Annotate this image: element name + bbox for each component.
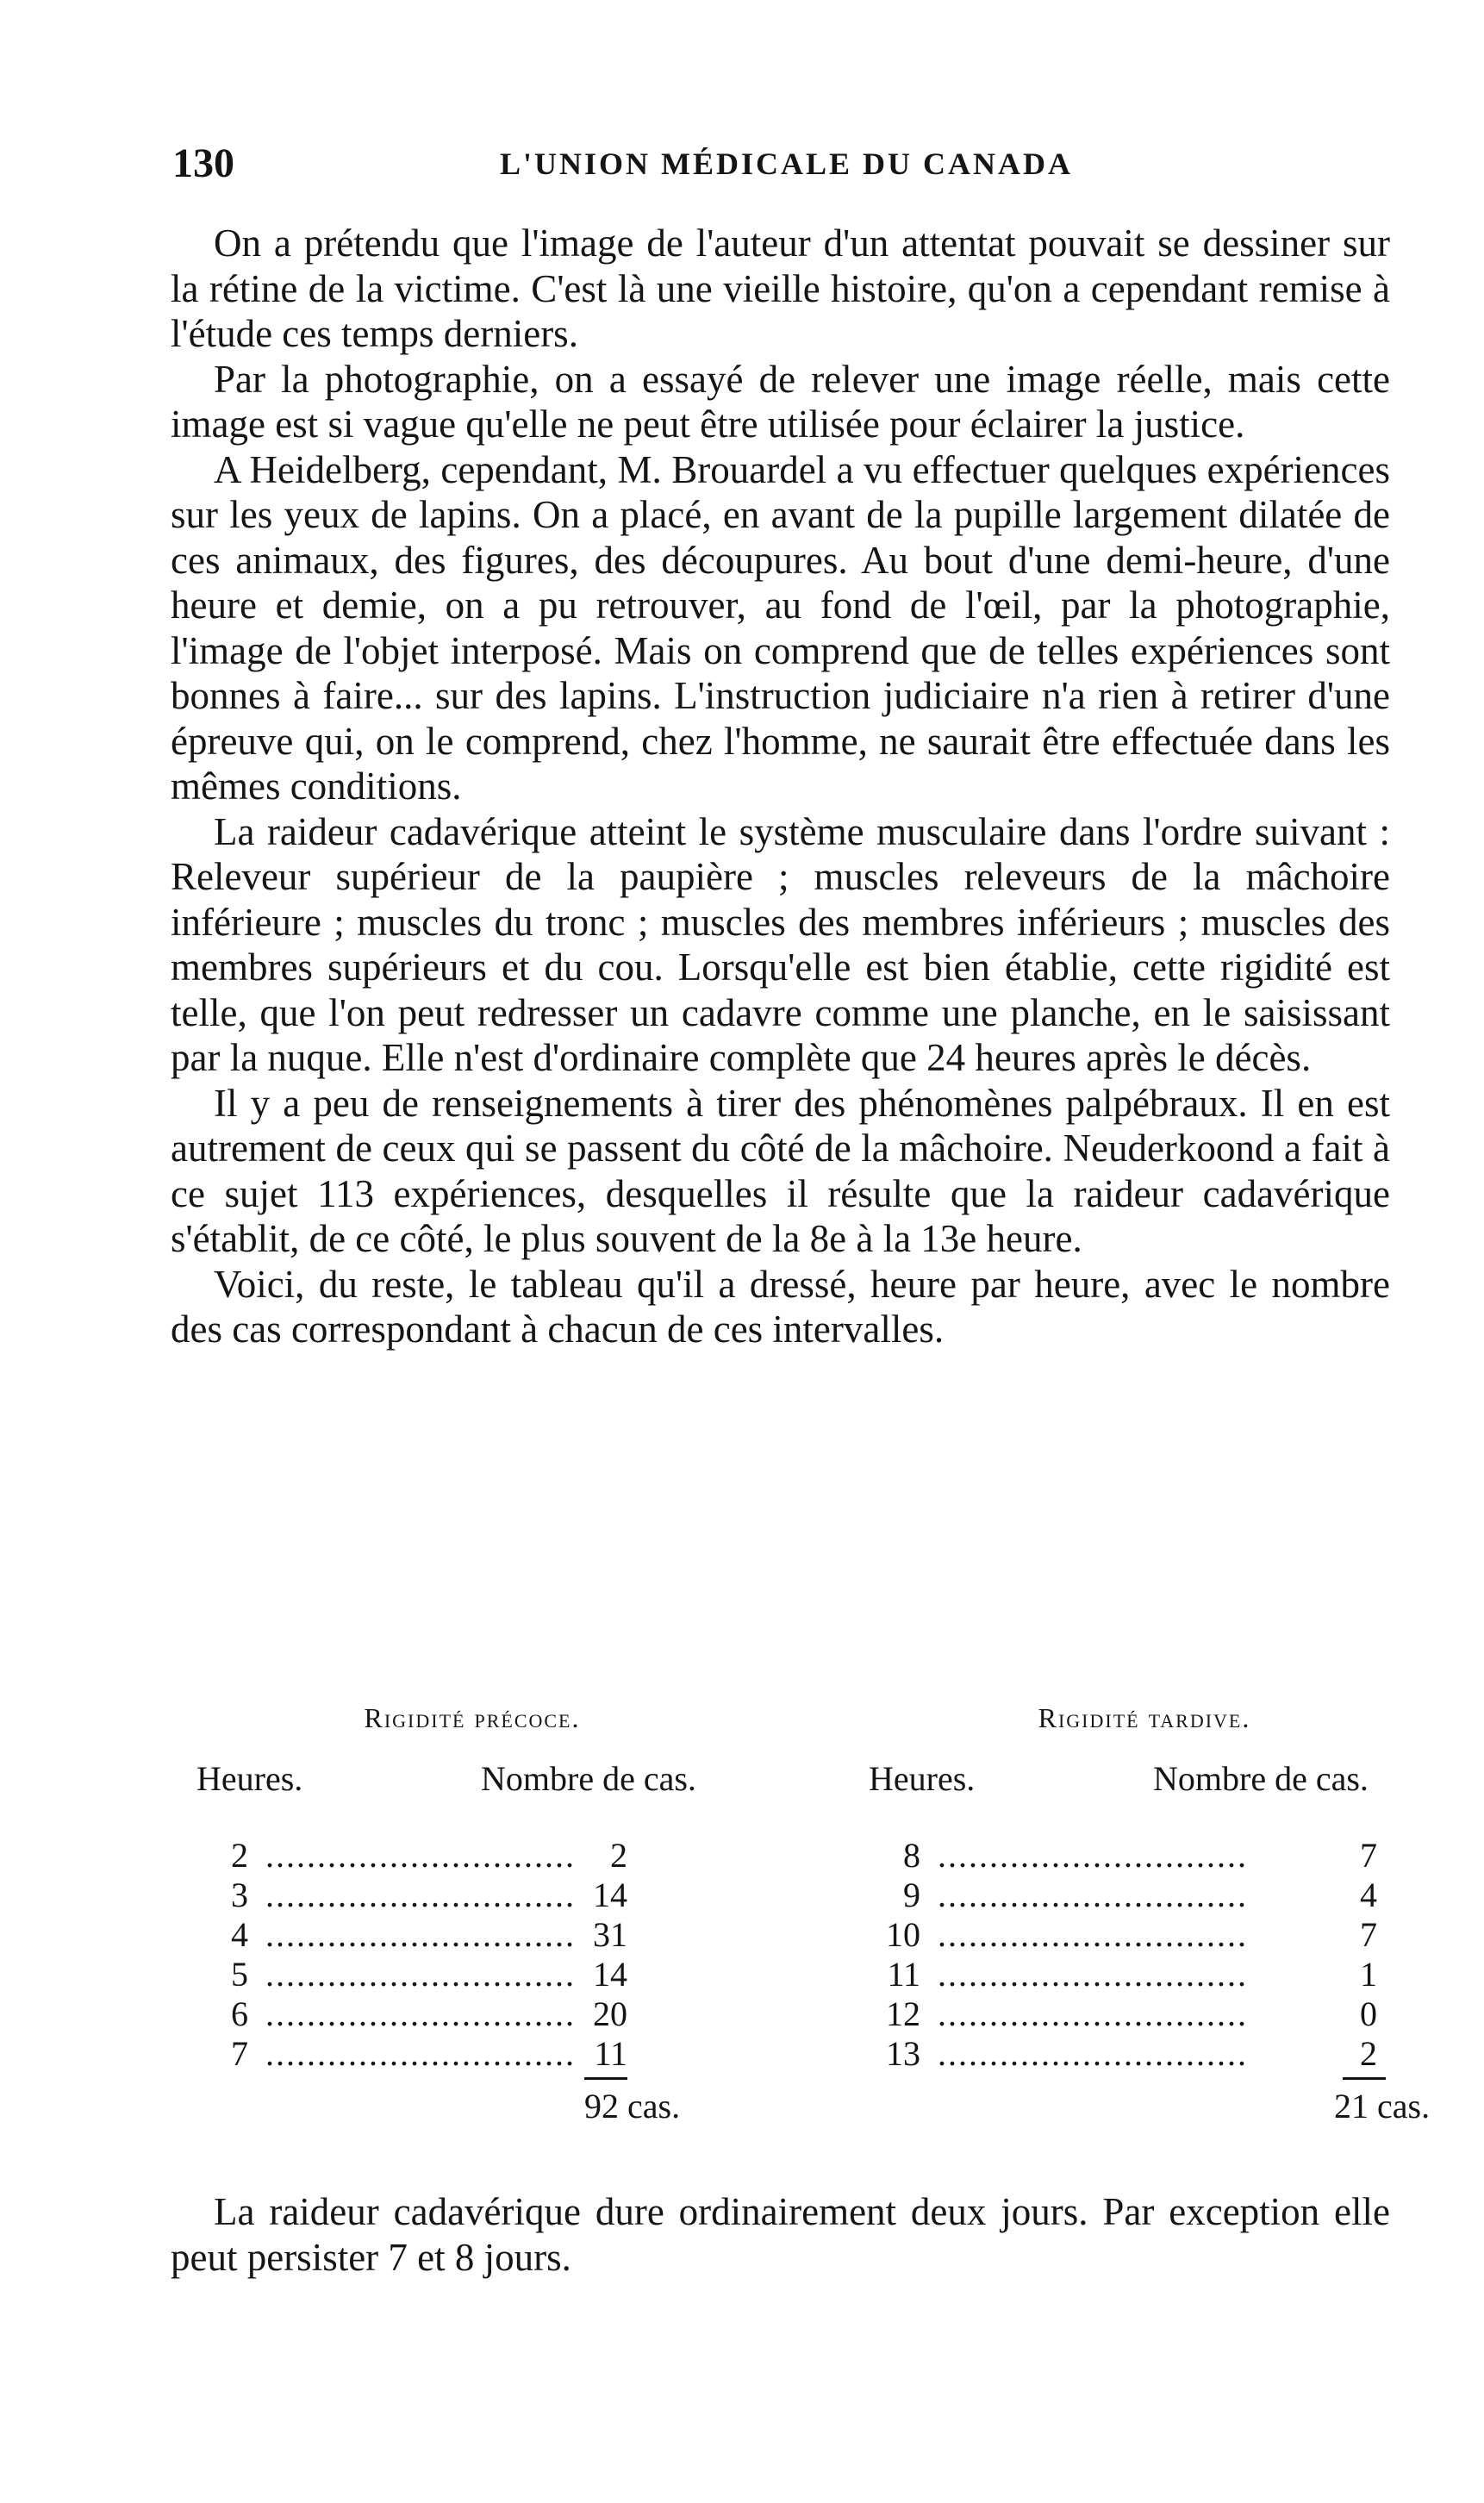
journal-title: L'UNION MÉDICALE DU CANADA <box>500 147 1074 181</box>
leader-dots: .............................. <box>938 1876 1248 1914</box>
table-late-rigidity <box>843 1702 1446 2150</box>
page-number: 130 <box>172 140 234 186</box>
table-row <box>171 1836 774 1876</box>
paragraph-rigor-order: La raideur cadavérique atteint le système musculaire dans l'ordre suivant : Releveur supérieur de la paupière ; muscles releveurs de la mâchoire inférieure ; muscles du tronc ; muscles des membres inférieurs ; muscles des membres supérieurs et du cou. Lorsqu'elle est bien établie, cette rigidité est telle, que l'on peut redresser un cadavre comme une planche, en le saisissant par la nuque. Elle n'est d'ordinaire complète que 24 heures après le décès. <box>171 809 1390 1079</box>
paragraph-photography: Par la photographie, on a essayé de relever une image réelle, mais cette image est si vague qu'elle ne peut être utilisée pour éclairer la justice. <box>171 357 1390 446</box>
count-cell: 7 <box>1360 1915 1377 1954</box>
hour-cell: 6 <box>231 1994 248 2033</box>
count-cell: 7 <box>1360 1836 1377 1875</box>
leader-dots: .............................. <box>265 2034 576 2073</box>
count-cell: 2 <box>1360 2034 1377 2073</box>
table-row <box>843 1876 1446 1915</box>
table-row <box>171 1994 774 2034</box>
hour-cell: 8 <box>903 1836 920 1875</box>
leader-dots: .............................. <box>938 1836 1248 1875</box>
column-header-hours: Heures. <box>196 1759 303 1798</box>
table-row <box>843 1836 1446 1876</box>
count-cell: 11 <box>594 2034 627 2073</box>
count-cell: 2 <box>610 1836 627 1875</box>
count-cell: 1 <box>1360 1955 1377 1994</box>
count-cell: 0 <box>1360 1994 1377 2033</box>
hour-cell: 9 <box>903 1876 920 1914</box>
hour-cell: 7 <box>231 2034 248 2073</box>
conclusion-text <box>171 2189 1390 2280</box>
paragraph-conclusion: La raideur cadavérique dure ordinairement deux jours. Par exception elle peut persister 7 et 8 jours. <box>171 2190 1390 2279</box>
leader-dots: .............................. <box>265 1876 576 1914</box>
leader-dots: .............................. <box>938 2034 1248 2073</box>
table-row <box>843 1915 1446 1955</box>
hour-cell: 5 <box>231 1955 248 1994</box>
body-text <box>171 221 1390 1352</box>
table-row <box>843 1994 1446 2034</box>
total-rule <box>584 2077 627 2080</box>
hour-cell: 10 <box>886 1915 920 1954</box>
hour-cell: 3 <box>231 1876 248 1914</box>
leader-dots: .............................. <box>265 1836 576 1875</box>
table-rows <box>843 1836 1446 2074</box>
total-rule <box>1343 2077 1386 2080</box>
table-total: 21 cas. <box>1334 2087 1431 2125</box>
count-cell: 14 <box>593 1955 627 1994</box>
hour-cell: 4 <box>231 1915 248 1954</box>
leader-dots: .............................. <box>938 1955 1248 1994</box>
leader-dots: .............................. <box>265 1915 576 1954</box>
leader-dots: .............................. <box>265 1955 576 1994</box>
table-row <box>171 2034 774 2074</box>
table-row <box>843 1955 1446 1994</box>
table-rows <box>171 1836 774 2074</box>
table-early-rigidity <box>171 1702 774 2150</box>
leader-dots: .............................. <box>265 1994 576 2033</box>
column-header-cases: Nombre de cas. <box>481 1759 696 1798</box>
table-total: 92 cas. <box>584 2087 681 2125</box>
hour-cell: 12 <box>886 1994 920 2033</box>
table-title: Rigidité tardive. <box>1038 1702 1251 1733</box>
table-title: Rigidité précoce. <box>364 1702 581 1733</box>
running-head <box>172 129 1379 198</box>
table-row <box>171 1915 774 1955</box>
hour-cell: 13 <box>886 2034 920 2073</box>
paragraph-table-intro: Voici, du reste, le tableau qu'il a dressé, heure par heure, avec le nombre des cas correspondant à chacun de ces intervalles. <box>171 1262 1390 1351</box>
table-row <box>171 1876 774 1915</box>
leader-dots: .............................. <box>938 1994 1248 2033</box>
count-cell: 4 <box>1360 1876 1377 1914</box>
count-cell: 14 <box>593 1876 627 1914</box>
paragraph-jaw-phenomena: Il y a peu de renseignements à tirer des phénomènes palpébraux. Il en est autrement de ceux qui se passent du côté de la mâchoire. Neuderkoond a fait à ce sujet 113 expériences, desquelles il résulte que la raideur cadavérique s'établit, de ce côté, le plus souvent de la 8e à la 13e heure. <box>171 1081 1390 1260</box>
leader-dots: .............................. <box>938 1915 1248 1954</box>
rigidity-tables <box>171 1702 1431 2150</box>
hour-cell: 11 <box>887 1955 920 1994</box>
count-cell: 20 <box>593 1994 627 2033</box>
paragraph-retina-image: On a prétendu que l'image de l'auteur d'un attentat pouvait se dessiner sur la rétine de la victime. C'est là une vieille histoire, qu'on a cependant remise à l'étude ces temps derniers. <box>171 222 1390 355</box>
table-row <box>171 1955 774 1994</box>
hour-cell: 2 <box>231 1836 248 1875</box>
column-header-hours: Heures. <box>869 1759 976 1798</box>
table-row <box>843 2034 1446 2074</box>
column-header-cases: Nombre de cas. <box>1153 1759 1369 1798</box>
paragraph-heidelberg: A Heidelberg, cependant, M. Brouardel a vu effectuer quelques expériences sur les yeux de lapins. On a placé, en avant de la pupille largement dilatée de ces animaux, des figures, des découpures. Au bout d'une demi-heure, d'une heure et demie, on a pu retrouver, au fond de l'œil, par la photographie, l'image de l'objet interposé. Mais on comprend que de telles expériences sont bonnes à faire... sur des lapins. L'instruction judiciaire n'a rien à retirer d'une épreuve qui, on le comprend, chez l'homme, ne saurait être effectuée dans les mêmes conditions. <box>171 447 1390 808</box>
count-cell: 31 <box>593 1915 627 1954</box>
